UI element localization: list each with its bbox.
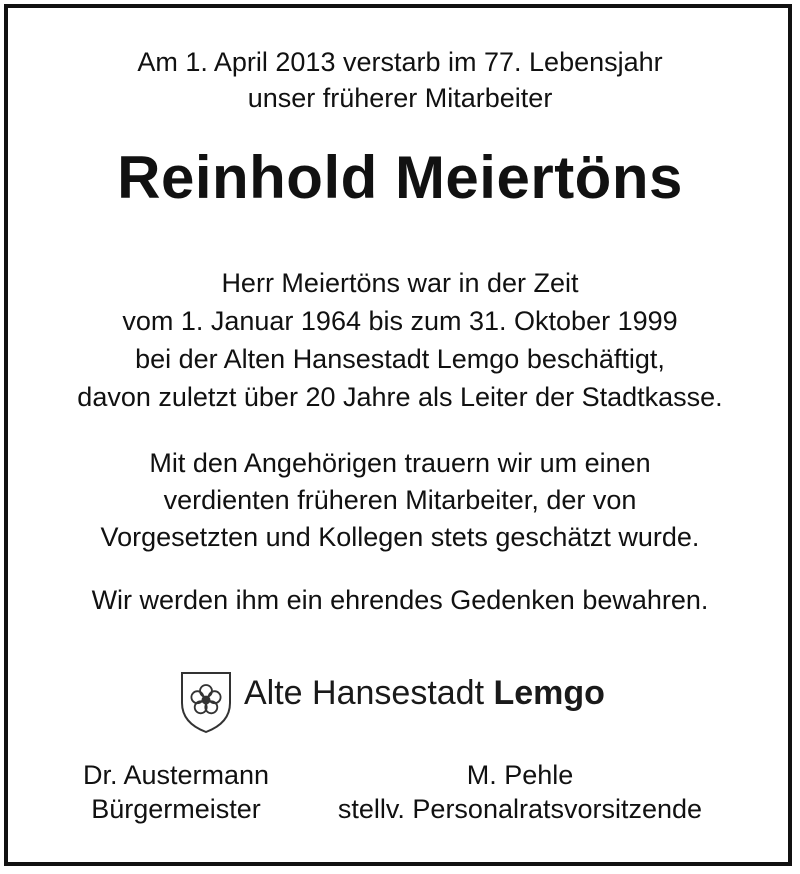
signatory-1-name: Dr. Austermann <box>82 760 270 790</box>
signatory-1-role: Bürgermeister <box>91 794 261 824</box>
career-line-2: vom 1. Januar 1964 bis zum 31. Oktober 1999 <box>122 306 678 336</box>
signatory-2-role: stellv. Personalratsvorsitzende <box>337 794 703 824</box>
logo-wordmark <box>244 671 605 715</box>
closing-line: Wir werden ihm ein ehrendes Gedenken bewahren. <box>91 585 709 615</box>
logo-text-bold: Lemgo <box>493 674 605 712</box>
mourning-line-1: Mit den Angehörigen trauern wir um einen <box>149 448 651 478</box>
rose-shield-icon <box>178 667 234 735</box>
intro-line-2: unser früherer Mitarbeiter <box>247 83 553 113</box>
intro-line-1: Am 1. April 2013 verstarb im 77. Lebensjahr <box>137 47 663 77</box>
logo-text-regular: Alte Hansestadt <box>244 674 494 712</box>
signatory-2 <box>300 758 740 826</box>
career-line-1: Herr Meiertöns war in der Zeit <box>221 268 579 298</box>
city-logo <box>174 663 624 743</box>
career-line-3: bei der Alten Hansestadt Lemgo beschäftigt, <box>135 344 665 374</box>
deceased-name: Reinhold Meiertöns <box>117 144 683 211</box>
career-line-4: davon zuletzt über 20 Jahre als Leiter der Stadtkasse. <box>77 382 723 412</box>
mourning-line-2: verdienten früheren Mitarbeiter, der von <box>163 485 637 515</box>
mourning-line-3: Vorgesetzten und Kollegen stets geschätzt wurde. <box>100 522 700 552</box>
signatory-1 <box>48 758 304 826</box>
signatory-2-name: M. Pehle <box>466 760 574 790</box>
